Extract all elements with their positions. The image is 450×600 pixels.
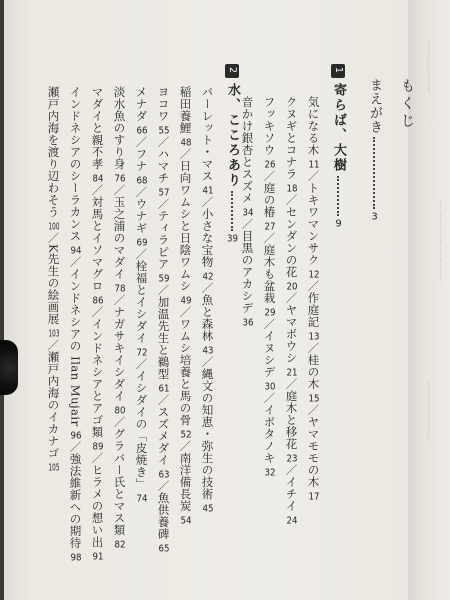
- toc-entry[interactable]: [307, 182, 321, 280]
- entry-page: 41: [202, 186, 214, 196]
- toc-entry[interactable]: [157, 406, 171, 480]
- entry-page: 78: [114, 284, 126, 294]
- toc-line: [157, 86, 169, 554]
- toc-entry[interactable]: [157, 148, 171, 198]
- entry-page: 18: [286, 184, 298, 194]
- toc-line: [307, 96, 319, 502]
- entry-page: 32: [264, 468, 276, 478]
- toc-entry[interactable]: [241, 230, 255, 328]
- entry-separator: ／: [200, 282, 215, 294]
- entry-page: 57: [158, 188, 170, 198]
- entry-page: 52: [180, 430, 192, 440]
- chapter-number-badge: 2: [225, 64, 239, 78]
- entry-page: 36: [242, 318, 254, 328]
- entry-title: 栓福とイシダイ: [134, 260, 149, 344]
- entry-page: 13: [308, 332, 320, 342]
- bleed-through-text: 〜〜〜〜〜〜: [422, 40, 432, 94]
- toc-entry[interactable]: [47, 86, 61, 232]
- toc-entry[interactable]: [307, 96, 321, 170]
- entry-page: 89: [92, 442, 104, 452]
- toc-line: [241, 96, 253, 328]
- entry-page: 20: [286, 282, 298, 292]
- entry-separator: ／: [112, 416, 127, 428]
- entry-title: イシダイの「皮焼き」: [134, 370, 149, 490]
- entry-page: 86: [92, 296, 104, 306]
- toc-entry[interactable]: [91, 86, 105, 184]
- entry-page: 96: [70, 430, 82, 441]
- entry-separator: ／: [306, 342, 321, 354]
- entry-page: 55: [158, 126, 170, 136]
- entry-separator: ／: [284, 464, 299, 476]
- entry-title: K先生の絵画展: [46, 244, 61, 326]
- entry-page: 69: [136, 238, 148, 248]
- toc-entry[interactable]: [285, 96, 299, 194]
- toc-line: [263, 96, 275, 478]
- entry-separator: ／: [90, 306, 105, 318]
- toc-entry[interactable]: [285, 206, 299, 292]
- page-clip-object: [0, 340, 18, 395]
- toc-title: もくじ: [398, 78, 415, 131]
- entry-title: メナダ: [134, 86, 149, 122]
- entry-page: 24: [286, 516, 298, 526]
- entry-page: 48: [180, 138, 192, 148]
- entry-title: スズメダイ: [156, 406, 171, 466]
- entry-page: 94: [70, 246, 82, 256]
- toc-line: [113, 86, 125, 550]
- entry-separator: ／: [134, 248, 149, 260]
- toc-entry[interactable]: [285, 304, 299, 378]
- entry-separator: ／: [284, 378, 299, 390]
- entry-title: グラバー氏とマス類: [112, 428, 127, 536]
- bleed-through-text: 〜〜〜〜〜〜〜: [422, 380, 432, 443]
- preface-page: 3: [371, 212, 378, 222]
- entry-title: 目黒のアカシデ: [240, 230, 255, 314]
- toc-line: [201, 86, 213, 514]
- toc-entry[interactable]: [263, 404, 277, 478]
- entry-title: イボタノキ: [262, 404, 277, 464]
- entry-separator: ／: [90, 184, 105, 196]
- toc-entry[interactable]: [113, 306, 127, 416]
- toc-entry[interactable]: [157, 86, 171, 136]
- chapter-page: 9: [335, 219, 342, 229]
- toc-entry[interactable]: [179, 160, 193, 306]
- entry-page: 82: [114, 540, 126, 550]
- entry-separator: ／: [262, 170, 277, 182]
- entry-title: 小さな宝物: [200, 208, 215, 268]
- entry-separator: ／: [156, 136, 171, 148]
- entry-separator: ／: [200, 356, 215, 368]
- entry-page: 66: [136, 126, 148, 136]
- toc-entry[interactable]: [157, 296, 171, 394]
- toc-entry[interactable]: [135, 198, 149, 248]
- entry-page: 49: [180, 296, 192, 306]
- entry-title: 強法維新への期待: [68, 452, 83, 549]
- entry-title: イヌシデ: [262, 330, 277, 378]
- entry-title: 庭の椿: [262, 182, 277, 218]
- toc-entry[interactable]: [135, 86, 149, 136]
- entry-page: 23: [286, 454, 298, 464]
- toc-entry[interactable]: [69, 453, 83, 563]
- entry-page: 21: [286, 368, 298, 378]
- entry-page: 61: [158, 384, 170, 394]
- entry-page: 11: [308, 160, 320, 170]
- toc-entry[interactable]: [135, 260, 149, 358]
- entry-separator: ／: [46, 232, 61, 244]
- toc-entry[interactable]: [47, 244, 61, 339]
- toc-line: [285, 96, 297, 526]
- entry-page: 91: [92, 552, 104, 562]
- toc-entry[interactable]: [307, 292, 321, 342]
- entry-separator: ／: [68, 256, 83, 268]
- toc-entry[interactable]: [113, 86, 127, 184]
- entry-page: 74: [136, 494, 148, 504]
- entry-page: 65: [158, 544, 170, 554]
- toc-entry[interactable]: [201, 368, 215, 514]
- entry-title: センダンの花: [284, 206, 299, 278]
- entry-page: 84: [92, 174, 104, 184]
- entry-separator: ／: [284, 292, 299, 304]
- toc-entry[interactable]: [135, 370, 149, 504]
- entry-title: 気になる木: [306, 96, 321, 156]
- entry-page: 105: [48, 463, 60, 474]
- entry-page: 45: [202, 504, 214, 514]
- entry-page: 100: [48, 222, 60, 232]
- toc-entry[interactable]: [307, 354, 321, 404]
- entry-title: 作庭記: [306, 292, 321, 328]
- chapter-heading[interactable]: [225, 64, 239, 244]
- entry-title: 庭木も盆栽: [262, 244, 277, 304]
- entry-separator: ／: [156, 284, 171, 296]
- entry-page: 54: [180, 516, 192, 526]
- entry-page: 30: [264, 382, 276, 392]
- entry-page: 103: [48, 329, 60, 340]
- entry-title: 稲田養鯉: [178, 86, 193, 134]
- entry-page: 43: [202, 346, 214, 356]
- leader-dots: [337, 176, 339, 216]
- entry-separator: ／: [178, 440, 193, 452]
- toc-entry[interactable]: [285, 476, 299, 526]
- entry-separator: ／: [284, 194, 299, 206]
- toc-line: [69, 86, 81, 563]
- toc-entry[interactable]: [91, 464, 105, 562]
- entry-page: 63: [158, 470, 170, 480]
- entry-separator: ／: [134, 136, 149, 148]
- entry-title: 桂の木: [306, 354, 321, 390]
- toc-line: [47, 86, 59, 473]
- entry-page: 72: [136, 348, 148, 358]
- toc-entry[interactable]: [69, 86, 83, 256]
- entry-separator: ／: [90, 452, 105, 464]
- entry-separator: ／: [68, 440, 83, 453]
- toc-entry[interactable]: [179, 452, 193, 526]
- entry-page: 12: [308, 270, 320, 280]
- entry-page: 98: [70, 552, 82, 563]
- toc-entry[interactable]: [113, 428, 127, 550]
- chapter-heading[interactable]: [331, 64, 345, 229]
- entry-page: 34: [242, 208, 254, 218]
- entry-title: イチイ: [284, 476, 299, 512]
- toc-entry[interactable]: [179, 86, 193, 148]
- entry-title: バーレット・マス: [200, 86, 215, 182]
- toc-line: [179, 86, 191, 526]
- entry-page: 80: [114, 406, 126, 416]
- toc-entry[interactable]: [47, 351, 61, 473]
- toc-entry[interactable]: [157, 492, 171, 554]
- toc-preface[interactable]: [368, 78, 381, 222]
- entry-title: ヤマボウシ: [284, 304, 299, 364]
- entry-separator: ／: [262, 232, 277, 244]
- entry-title: 対馬とイソマグロ: [90, 196, 105, 292]
- toc-entry[interactable]: [285, 390, 299, 464]
- toc-entry[interactable]: [91, 196, 105, 306]
- entry-title: クヌギとコナラ: [284, 96, 299, 180]
- entry-title: フッキソウ: [262, 96, 277, 156]
- entry-separator: ／: [112, 184, 127, 196]
- toc-line: [91, 86, 103, 562]
- toc-entry[interactable]: [201, 86, 215, 196]
- entry-separator: ／: [112, 294, 127, 306]
- book-page: [4, 0, 450, 600]
- entry-separator: ／: [306, 170, 321, 182]
- entry-title: マダイと親不孝: [90, 86, 105, 170]
- entry-title: フナ: [134, 148, 149, 172]
- entry-separator: ／: [134, 358, 149, 370]
- entry-title: ヒラメの想い出: [90, 464, 105, 548]
- toc-entry[interactable]: [201, 294, 215, 356]
- entry-title: ヨコワ: [156, 86, 171, 122]
- entry-title: ナガサキイシダイ: [112, 306, 127, 402]
- entry-title: 庭木と移花: [284, 390, 299, 450]
- entry-title: 南洋備長炭: [178, 452, 193, 512]
- entry-separator: ／: [156, 480, 171, 492]
- chapter-title: 水、こころあり: [225, 83, 240, 188]
- toc-entry[interactable]: [307, 416, 321, 502]
- preface-label: まえがき: [367, 78, 382, 134]
- chapter-number-badge: 1: [331, 64, 345, 78]
- entry-page: 17: [308, 492, 320, 502]
- chapter-page: 39: [227, 234, 238, 244]
- chapter-title: 寄らば、大樹: [331, 83, 346, 173]
- toc-entry[interactable]: [263, 330, 277, 392]
- entry-separator: ／: [306, 280, 321, 292]
- entry-title: インドネシアのシーラカンス: [68, 86, 83, 242]
- entry-title: 玉之浦のマダイ: [112, 196, 127, 280]
- entry-page: 42: [202, 272, 214, 282]
- toc-line: [135, 86, 147, 504]
- entry-title: 魚供養碑: [156, 492, 171, 540]
- entry-title: 縄文の知恵・弥生の技術: [200, 368, 215, 500]
- leader-dots: [231, 191, 233, 231]
- entry-separator: ／: [306, 404, 321, 416]
- entry-page: 29: [264, 308, 276, 318]
- entry-page: 27: [264, 222, 276, 232]
- entry-separator: ／: [240, 218, 255, 230]
- entry-title: ティラピア: [156, 210, 171, 270]
- entry-separator: ／: [134, 186, 149, 198]
- entry-title: トキワマンサク: [306, 182, 321, 266]
- toc-entry[interactable]: [69, 268, 83, 441]
- toc-entry[interactable]: [179, 318, 193, 440]
- entry-separator: ／: [178, 148, 193, 160]
- entry-title: 瀬戸内海を渡り辺わそう: [46, 86, 61, 218]
- toc-entry[interactable]: [135, 148, 149, 186]
- toc-entry[interactable]: [201, 208, 215, 282]
- entry-separator: ／: [200, 196, 215, 208]
- toc-entry[interactable]: [263, 244, 277, 318]
- entry-title: ヤマモモの木: [306, 416, 321, 488]
- entry-title: 音かけ銀杏とスズメ: [240, 96, 255, 204]
- entry-page: 68: [136, 176, 148, 186]
- entry-title: ハマチ: [156, 148, 171, 184]
- entry-title: 日向ワムシと日陰ワムシ: [178, 160, 193, 292]
- toc-entry[interactable]: [241, 96, 255, 218]
- entry-separator: ／: [156, 394, 171, 406]
- entry-page: 59: [158, 274, 170, 284]
- toc-entry[interactable]: [263, 182, 277, 232]
- entry-title: インドネシアの Ilan Mujair: [68, 268, 83, 427]
- entry-separator: ／: [262, 318, 277, 330]
- entry-title: インドネシアとアゴ類: [90, 318, 105, 438]
- entry-title: 瀬戸内海のイカナゴ: [46, 351, 61, 460]
- entry-separator: ／: [262, 392, 277, 404]
- toc-entry[interactable]: [157, 210, 171, 284]
- entry-title: ワムシ培養と馬の骨: [178, 318, 193, 426]
- entry-separator: ／: [178, 306, 193, 318]
- toc-entry[interactable]: [263, 96, 277, 170]
- bleed-through-text: 〜〜〜〜〜〜〜〜〜: [434, 200, 444, 281]
- entry-page: 26: [264, 160, 276, 170]
- entry-separator: ／: [46, 339, 61, 352]
- entry-title: 加温先生と鵜型: [156, 296, 171, 380]
- toc-entry[interactable]: [113, 196, 127, 294]
- entry-page: 15: [308, 394, 320, 404]
- entry-page: 76: [114, 174, 126, 184]
- toc-entry[interactable]: [91, 318, 105, 452]
- entry-title: 魚と森林: [200, 294, 215, 342]
- entry-title: 淡水魚のすり身: [112, 86, 127, 170]
- entry-separator: ／: [156, 198, 171, 210]
- entry-title: ウナギ: [134, 198, 149, 234]
- leader-dots: [373, 137, 375, 209]
